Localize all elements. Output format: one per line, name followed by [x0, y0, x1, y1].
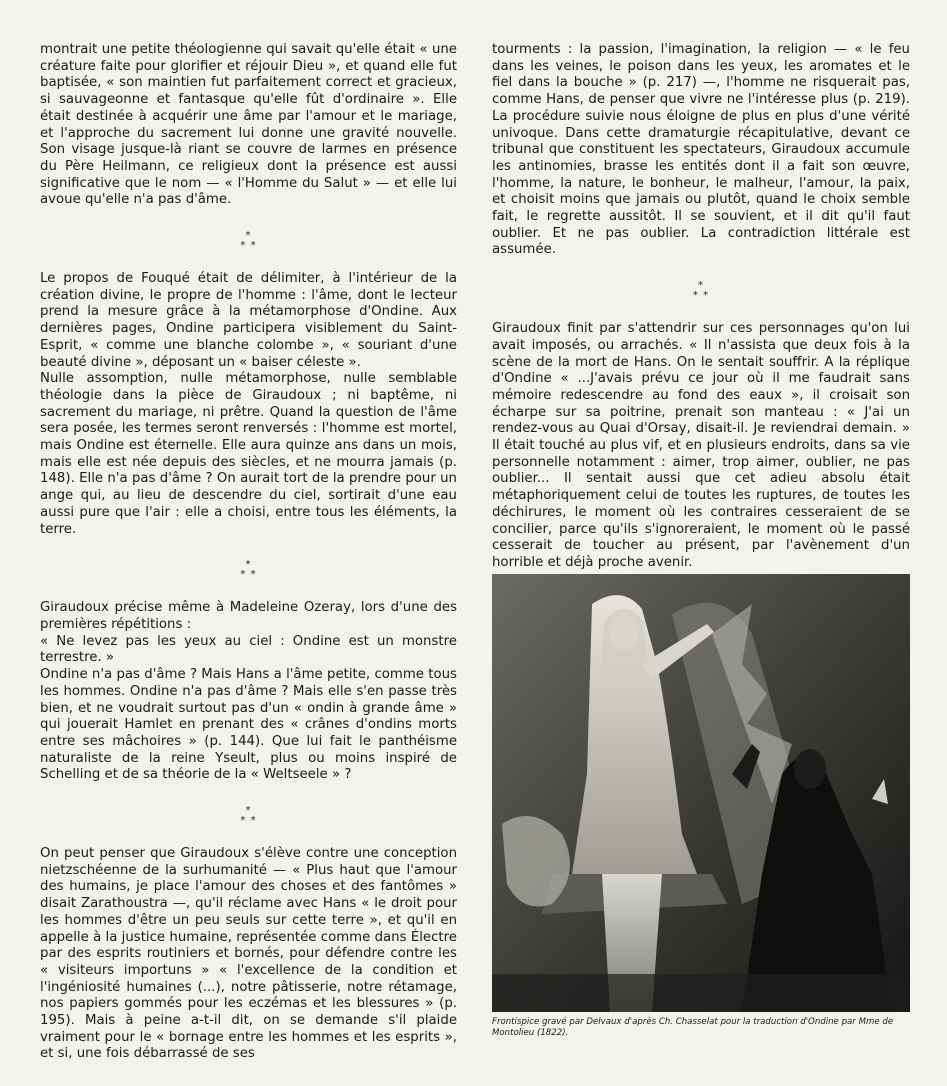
paragraph: On peut penser que Giraudoux s'élève contre une conception nietzschéenne de la surhumanité — « Plus haut que l'amour des humains, je place l'amour des choses et des fantômes » disait Zarathoustra —, qu'il réclame avec Hans « le droit pour les hommes d'être un peu seuls sur cette terre », et qu'il en appelle à la justice humaine, représentée comme dans Électre par des esprits routiniers et bornés, pour défendre contre les « visiteurs importuns » « l'excellence de la condition et l'ingéniosité humaines (...), notre pâtisserie, notre rétamage, nos papiers gommés pour les eczémas et les blessures » (p. 195). Mais à peine a-t-il dit, on se demande s'il plaide vraiment pour le « bornage entre les hommes et les esprits », et si, une fois débarrassé de ses	[40, 846, 457, 1062]
figure-caption: Frontispice gravé par Delvaux d'après Ch. Chasselat pour la traduction d'Ondine par Mme de Montolieu (1822).	[492, 1017, 894, 1038]
paragraph: tourments : la passion, l'imagination, la religion — « le feu dans les veines, le poison dans les yeux, les aromates et le fiel dans la bouche » (p. 217) —, l'homme ne risquerait pas, comme Hans, de penser que vivre ne l'intéresse plus (p. 219). La procédure suivie nous éloigne de plus en plus d'une vérité univoque. Dans cette dramaturgie récapitulative, devant ce tribunal que constituent les spectateurs, Giraudoux accumule les antinomies, brasse les entités dont il a fait son œuvre, l'homme, la nature, le bonheur, le malheur, l'amour, la paix, et choisit moins que jamais ou plutôt, quand le choix semble fait, le regrette aussitôt. Il se souvient, et il dit qu'il faut oublier. Et ne pas oublier. La contradiction littérale est assumée.	[492, 42, 910, 258]
section-separator: * * *	[240, 230, 257, 252]
left-column	[40, 42, 457, 1063]
section-separator: * * *	[692, 280, 710, 302]
quotation: « Ne levez pas les yeux au ciel : Ondine est un monstre terrestre. »	[40, 633, 457, 666]
paragraph: montrait une petite théologienne qui savait qu'elle était « une créature faite pour glorifier et réjouir Dieu », et quand elle fut baptisée, « son maintien fut parfaitement correct et gracieux, si sauvageonne et fantasque qu'elle fût d'ordinaire ». Elle était destinée à acquérir une âme par l'amour et le mariage, et l'approche du sacrement lui donne une gravité nouvelle. Son visage jusque-là riant se couvre de larmes en présence du Père Heilmann, ce religieux dont la présence est aussi significative que le nom — « l'Homme du Salut » — et elle lui avoue qu'elle n'a pas d'âme.	[40, 42, 457, 208]
paragraph: Nulle assomption, nulle métamorphose, nulle semblable théologie dans la pièce de Giraudoux ; ni baptême, ni sacrement du mariage, ni prêtre. Quand la question de l'âme sera posée, les termes seront renversés : l'homme est mortel, mais Ondine est éternelle. Elle aura quinze ans dans un mois, mais elle est née depuis des siècles, et ne mourra jamais (p. 148). Elle n'a pas d'âme ? On aurait tort de la prendre pour un ange qui, au lieu de descendre du ciel, sortirait d'une eau aussi pure que l'air : elle a choisi, entre tous les éléments, la terre.	[40, 371, 457, 537]
paragraph: Giraudoux précise même à Madeleine Ozeray, lors d'une des premières répétitions :	[40, 600, 457, 632]
section-separator: * * *	[240, 559, 257, 581]
section-separator: * * *	[240, 805, 257, 827]
paragraph: Ondine n'a pas d'âme ? Mais Hans a l'âme petite, comme tous les hommes. Ondine n'a pas d'âme ? Mais elle s'en passe très bien, et ne voudrait surtout pas d'un « ondin à grande âme » qui jouerait Hamlet en prenant des « crânes d'ondins morts entre ses mâchoires » (p. 144). Que lui fait le panthéisme naturaliste de la reine Yseult, plus ou moins inspiré de Schelling et de sa théorie de la « Weltseele » ?	[40, 667, 457, 783]
paragraph: Le propos de Fouqué était de délimiter, à l'intérieur de la création divine, le propre de l'homme : l'âme, dont le lecteur prend la mesure grâce à la métamorphose d'Ondine. Aux dernières pages, Ondine participera visiblement du Saint-Esprit, « comme une blanche colombe », « souriant d'une beauté divine », déposant un « baiser céleste ».	[40, 271, 457, 370]
engraving-illustration	[492, 574, 910, 1012]
right-column	[492, 42, 910, 572]
paragraph: Giraudoux finit par s'attendrir sur ces personnages qu'on lui avait imposés, ou arrachés. « Il n'assista que deux fois à la scène de la mort de Hans. On le sentait souffrir. A la réplique d'Ondine « ...J'avais prévu ce jour où il me faudrait sans mémoire redescendre au fond des eaux », il croisait son écharpe sur sa poitrine, prenait son manteau : « J'ai un rendez-vous au Quai d'Orsay, disait-il. Je reviendrai demain. » Il était touché au plus vif, et en plusieurs endroits, dans sa vie personnelle notamment : aimer, trop aimer, oublier, ne pas oublier... Il sentait aussi que cet adieu absolu était métaphoriquement celui de toutes les ruptures, de toutes les déchirures, le moment où les contraires cesseraient de se concilier, parce qu'ils s'ignoreraient, le moment où le passé cesserait de toucher au présent, par l'avènement d'un horrible et déjà proche avenir.	[492, 321, 910, 570]
